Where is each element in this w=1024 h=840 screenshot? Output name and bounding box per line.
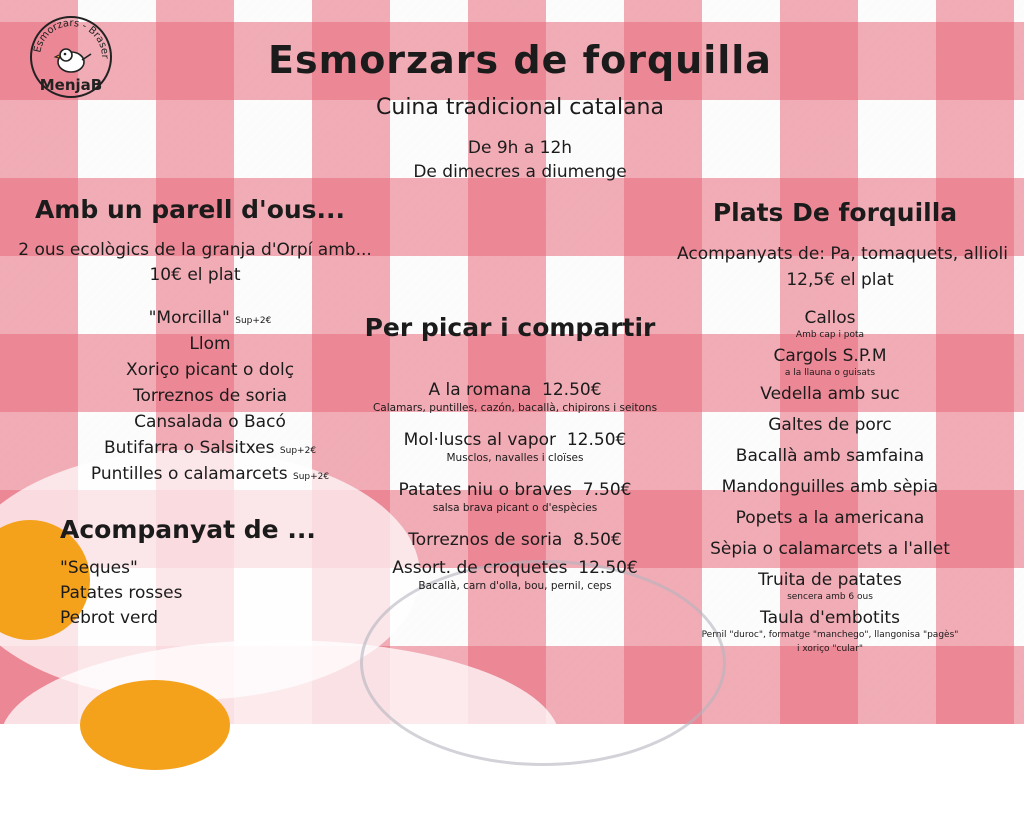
menu-item: A la romana 12.50€: [428, 380, 602, 400]
logo-name: MenjaB: [39, 76, 103, 94]
menu-item-desc: salsa brava picant o d'espècies: [432, 502, 598, 514]
menu-item: Mandonguilles amb sèpia: [721, 477, 939, 497]
plates-intro: Acompanyats de: Pa, tomaquets, allioli: [677, 244, 1008, 264]
list-item: Puntilles o calamarcets Sup+2€: [90, 464, 330, 484]
menu-item: Vedella amb suc: [760, 384, 900, 404]
section-share-title: Per picar i compartir: [364, 313, 656, 342]
list-item: "Seques": [60, 558, 138, 578]
plates-price: 12,5€ el plat: [786, 270, 894, 290]
menu-item: Bacallà amb samfaina: [735, 446, 925, 466]
menu-item: Torreznos de soria 8.50€: [408, 530, 622, 550]
list-item: Xoriço picant o dolç: [125, 360, 295, 380]
menu-item: Cargols S.P.M: [773, 346, 887, 366]
list-item: Torreznos de soria: [132, 386, 288, 406]
menu-item-desc: i xoriço "cular": [796, 644, 864, 654]
eggs-list: [40, 308, 380, 490]
list-item: "Morcilla" Sup+2€: [148, 308, 272, 328]
list-item: Butifarra o Salsitxes Sup+2€: [103, 438, 317, 458]
menu-item-desc: a la llauna o guisats: [784, 368, 876, 378]
eggs-price: 10€ el plat: [149, 265, 241, 285]
eggs-intro: 2 ous ecològics de la granja d'Orpí amb...: [18, 240, 372, 260]
opening-days: De dimecres a diumenge: [413, 162, 627, 182]
page-title: Esmorzars de forquilla: [268, 38, 772, 82]
menu-item-desc: Musclos, navalles i cloïses: [446, 452, 584, 464]
menu-item: Callos: [804, 308, 856, 328]
page-subtitle: Cuina tradicional catalana: [376, 95, 664, 120]
menu-item: Sèpia o calamarcets a l'allet: [710, 539, 950, 559]
list-item: Patates rosses: [60, 583, 183, 603]
logo-ring-text: Esmorzars - Braser: [32, 17, 111, 59]
menu-item: Galtes de porc: [768, 415, 892, 435]
menu-item-desc: Amb cap i pota: [795, 330, 865, 340]
list-item: Llom: [189, 334, 231, 354]
list-item: Cansalada o Bacó: [134, 412, 286, 432]
opening-hours: De 9h a 12h: [467, 138, 573, 158]
menu-item: Truita de patates: [758, 570, 902, 590]
menu-item: Assort. de croquetes 12.50€: [392, 558, 638, 578]
menu-item-desc: Bacallà, carn d'olla, bou, pernil, ceps: [418, 580, 612, 592]
logo: [28, 14, 114, 100]
plates-list: [660, 308, 1000, 658]
menu-item: Mol·luscs al vapor 12.50€: [403, 430, 627, 450]
menu-item: Popets a la americana: [735, 508, 925, 528]
menu-item: Patates niu o braves 7.50€: [398, 480, 632, 500]
menu-item: Taula d'embotits: [760, 608, 900, 628]
egg-yolk-bottom: [80, 680, 230, 770]
bird-icon: [55, 49, 91, 72]
menu-item-desc: sencera amb 6 ous: [787, 592, 873, 602]
section-plates-title: Plats De forquilla: [712, 198, 958, 227]
list-item: Pebrot verd: [60, 608, 158, 628]
sides-list: [60, 558, 182, 633]
menu-item-desc: Calamars, puntilles, cazón, bacallà, chipirons i seitons: [372, 402, 658, 414]
menu-item-desc: Pernil "duroc", formatge "manchego", llangonisa "pagès": [701, 630, 959, 640]
share-list: [370, 380, 660, 600]
sides-title: Acompanyat de ...: [60, 515, 316, 544]
section-eggs-title: Amb un parell d'ous...: [34, 195, 346, 224]
